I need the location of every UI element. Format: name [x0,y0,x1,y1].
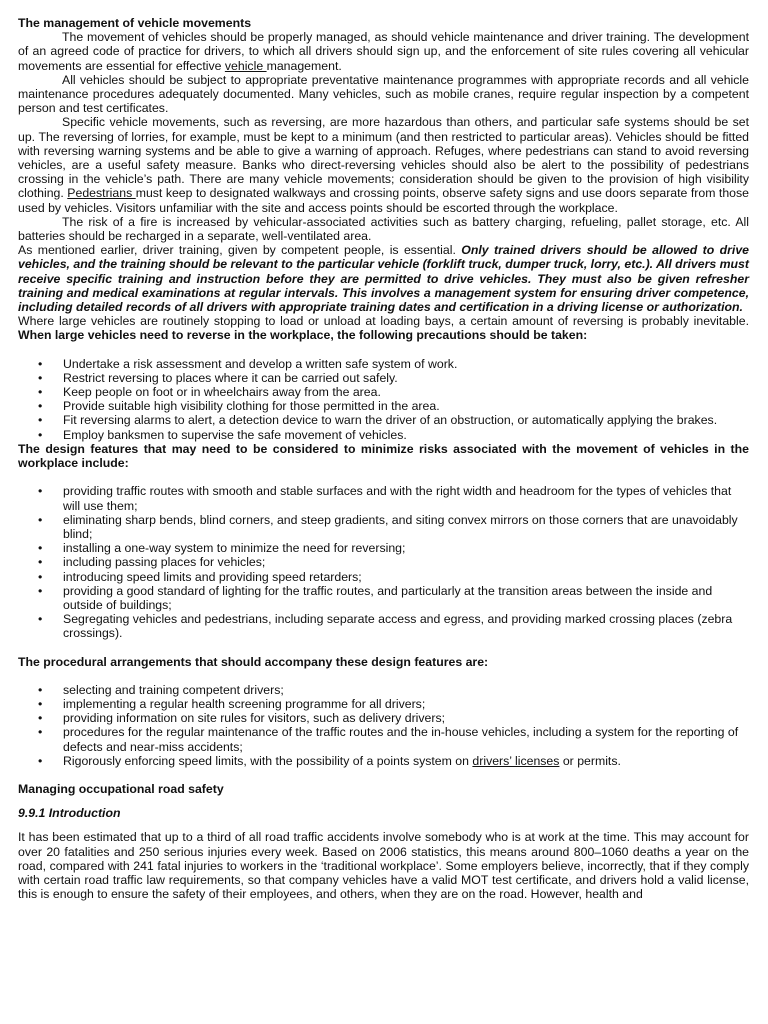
list-item-text: selecting and training competent drivers; [63,682,284,697]
list-item [18,697,749,711]
bullet-icon: • [38,725,43,740]
list-item [18,541,749,555]
heading-vehicle-movements: The management of vehicle movements [18,16,252,30]
list-item-text: Employ banksmen to supervise the safe movement of vehicles. [63,427,407,442]
paragraph-1-text-end: management. [266,58,342,73]
bullet-icon: • [38,555,43,570]
bullet-icon: • [38,413,43,428]
procedural-list [18,683,749,768]
bullet-icon: • [38,583,43,598]
document-page [18,16,749,901]
list-item [18,711,749,725]
paragraph-1 [18,30,749,73]
paragraph-3 [18,115,749,214]
paragraph-1-text: The movement of vehicles should be properly managed, as should vehicle maintenance and driver training. The development of an agreed code of practice for drivers, to which all drivers should sign up, and the enforcement of site rules covering all vehicular movements are essential for effective [18,30,749,73]
paragraph-6 [18,314,749,342]
list-item-text: Keep people on foot or in wheelchairs away from the area. [63,385,381,400]
list-item [18,584,749,612]
bullet-icon: • [38,696,43,711]
list-item [18,570,749,584]
list-item [18,725,749,753]
spacer [18,641,749,655]
list-item [18,555,749,569]
list-item [18,683,749,697]
list-item-text: providing traffic routes with smooth and stable surfaces and with the right width and headroom for the types of vehicles that will use them; [63,484,732,513]
drivers-licenses-link[interactable]: drivers’ licenses [472,753,560,768]
bullet-icon: • [38,711,43,726]
list-item-text: providing a good standard of lighting for the traffic routes, and particularly at the transition areas between the inside and outside of buildings; [63,583,713,612]
bullet-icon: • [38,569,43,584]
paragraph-6-text: Where large vehicles are routinely stopping to load or unload at loading bays, a certain amount of reversing is probably inevitable. [18,314,749,329]
procedural-heading: The procedural arrangements that should accompany these design features are: [18,654,489,669]
list-item [18,612,749,640]
list-item-text: Rigorously enforcing speed limits, with the possibility of a points system on [63,753,473,768]
bullet-icon: • [38,541,43,556]
vehicle-link[interactable]: vehicle [224,58,267,73]
bullet-icon: • [38,356,43,371]
list-item-text: installing a one-way system to minimize the need for reversing; [63,541,406,556]
list-item [18,399,749,413]
bullet-icon: • [38,484,43,499]
paragraph-5 [18,243,749,314]
list-item-text: Segregating vehicles and pedestrians, including separate access and egress, and providing marked crossing places (zebra crossings). [63,612,733,641]
paragraph-5-emphasis: Only trained drivers should be allowed to drive vehicles, and the training should be relevant to the particular vehicle (forklift truck, dumper truck, lorry, etc.). All drivers must receive specific training and instruction before they are permitted to drive vehicles. They must also be given refresher training and medical examinations at regular intervals. This involves a management system for ensuring driver competence, including detailed records of all drivers with appropriate training dates and certification in a driving license or authorization. [18,243,749,315]
bullet-icon: • [38,512,43,527]
pedestrians-link[interactable]: Pedestrians [67,186,136,201]
bullet-icon: • [38,753,43,768]
bullet-icon: • [38,682,43,697]
paragraph-6-emphasis: When large vehicles need to reverse in the workplace, the following precautions should be taken: [18,328,588,343]
spacer [18,820,749,830]
paragraph-3-text: Specific vehicle movements, such as reversing, are more hazardous than others, and particular safe systems should be set up. The reversing of lorries, for example, must be kept to a minimum (and then restricted to particular areas). Vehicles should be fitted with reversing warning systems and be able to give a warning of approach. Refuges, where pedestrians can stand to avoid reversing vehicles, are a useful safety measure. Banks who direct-reversing vehicles should also be alert to the possibility of pedestrians crossing in the vehicle’s path. There are many vehicle movements; consideration should be given to the provision of high visibility clothing. [18,115,749,201]
list-item-text: Provide suitable high visibility clothing for those permitted in the area. [63,399,440,414]
bullet-icon: • [38,385,43,400]
paragraph-4: The risk of a fire is increased by vehicular-associated activities such as battery charging, refueling, pallet storage, etc. All batteries should be recharged in a separate, well-ventilated area. [18,214,749,244]
list-item [18,484,749,512]
road-safety-heading: Managing occupational road safety [18,781,224,796]
spacer [18,768,749,782]
section-title-introduction: 9.9.1 Introduction [18,806,121,821]
paragraph-3-text-end: must keep to designated walkways and crossing points, observe safety signs and use doors separate from those used by vehicles. Visitors unfamiliar with the site and access points should be escorted through the workplace. [18,186,750,215]
list-item-text: providing information on site rules for visitors, such as delivery drivers; [63,711,446,726]
list-item-text: implementing a regular health screening programme for all drivers; [63,696,426,711]
list-item-text: introducing speed limits and providing speed retarders; [63,569,362,584]
bullet-icon: • [38,370,43,385]
list-item [18,371,749,385]
spacer [18,669,749,683]
list-item [18,754,749,768]
introduction-paragraph: It has been estimated that up to a third of all road traffic accidents involve somebody who is at work at the time. This may account for over 20 fatalities and 250 serious injuries every week. Based on 2006 statistics, this means around 800–1060 deaths a year on the road, compared with 241 fatal injuries to workers in the ‘traditional workplace’. Some employers believe, incorrectly, that if they comply with certain road traffic law requirements, so that company vehicles have a valid MOT test certificate, and drivers hold a valid license, this is enough to ensure the safety of their employees, and others, when they are on the road. However, health and [18,830,749,902]
list-item [18,385,749,399]
list-item-text: Restrict reversing to places where it can be carried out safely. [63,370,398,385]
spacer [18,470,749,484]
list-item [18,428,749,442]
design-features-heading: The design features that may need to be considered to minimize risks associated with the movement of vehicles in the workplace include: [18,441,749,471]
spacer [18,796,749,806]
list-item-text: Fit reversing alarms to alert, a detection device to warn the driver of an obstruction, or automatically applying the brakes. [63,413,718,428]
paragraph-5-text: As mentioned earlier, driver training, given by competent people, is essential. [18,243,462,258]
bullet-icon: • [38,612,43,627]
precautions-list [18,357,749,442]
spacer [18,343,749,357]
list-item [18,413,749,427]
list-item-text: Undertake a risk assessment and develop a written safe system of work. [63,356,458,371]
list-item-text: procedures for the regular maintenance of the traffic routes and the in-house vehicles, including a system for the reporting of defects and near-miss accidents; [63,725,739,754]
design-features-list [18,484,749,640]
list-item-text: eliminating sharp bends, blind corners, and steep gradients, and siting convex mirrors on those corners that are unavoidably blind; [63,512,738,541]
bullet-icon: • [38,399,43,414]
paragraph-2: All vehicles should be subject to appropriate preventative maintenance programmes with appropriate records and all vehicle maintenance procedures adequately documented. Many vehicles, such as mobile cranes, require regular inspection by a competent person and test certificates. [18,72,749,116]
list-item [18,513,749,541]
list-item-text-end: or permits. [559,753,621,768]
bullet-icon: • [38,427,43,442]
list-item-text: including passing places for vehicles; [63,555,266,570]
list-item [18,357,749,371]
